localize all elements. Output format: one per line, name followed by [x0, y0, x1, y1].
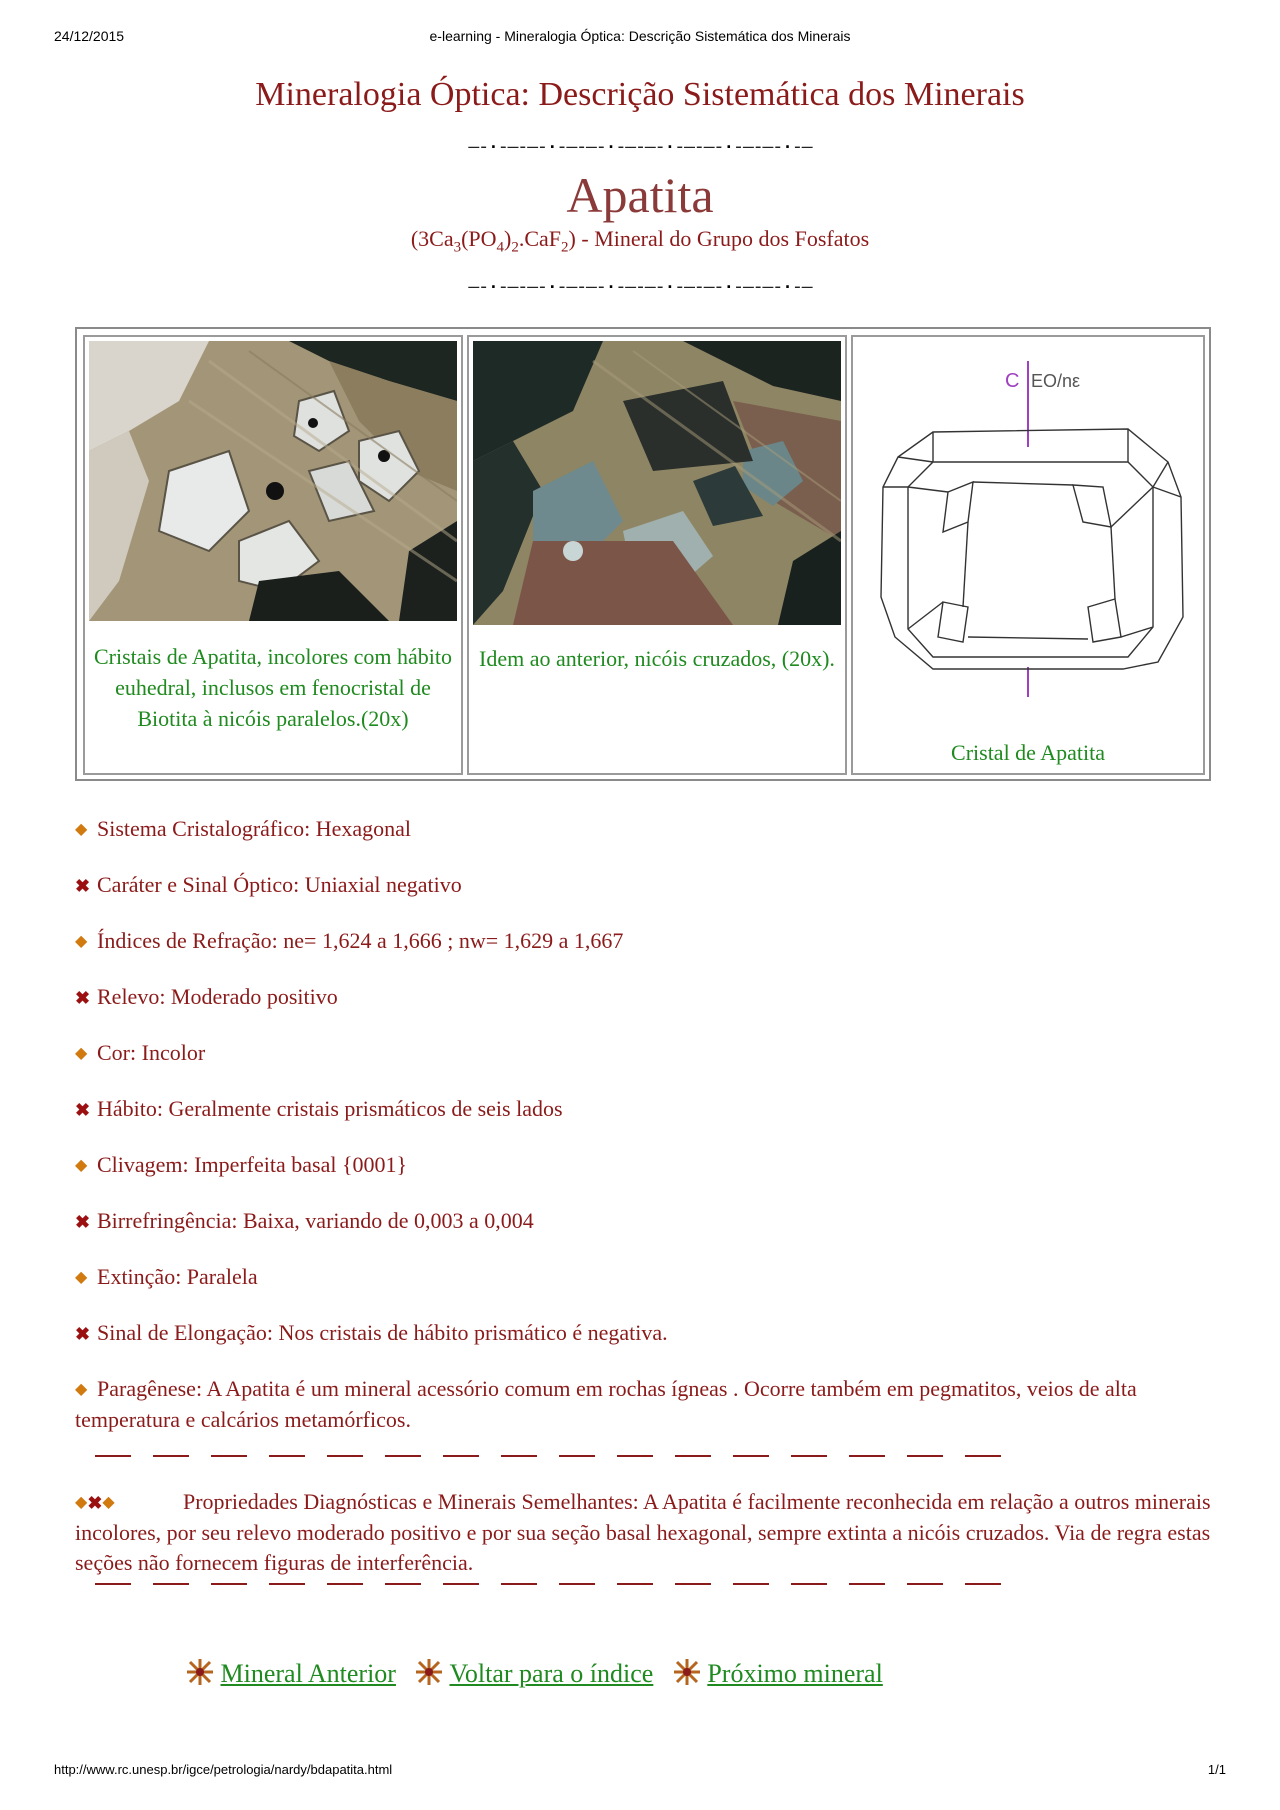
cross-bullet-icon: ✖: [87, 1493, 103, 1513]
previous-mineral-link[interactable]: Mineral Anterior: [220, 1659, 396, 1688]
diamond-bullet-icon: ◆: [75, 933, 88, 950]
cross-bullet-icon: ✖: [75, 1100, 91, 1120]
diamond-bullet-icon: ◆: [75, 1157, 88, 1174]
caption-parallel-nicols: Cristais de Apatita, incolores com hábito euhedral, inclusos em fenocristal de Biotita à nicóis paralelos.(20x): [93, 644, 453, 731]
property-item: ◆ Sistema Cristalográfico: Hexagonal: [75, 816, 412, 841]
property-item: ◆ Paragênese: A Apatita é um mineral acessório comum em rochas ígneas . Ocorre também em pegmatitos, veios de alta temperatura e calcários metamórficos.: [75, 1376, 1137, 1432]
back-to-index-link[interactable]: Voltar para o índice: [449, 1659, 654, 1688]
figure-cell-crossed-nicols: [467, 335, 847, 775]
property-item: ◆ Cor: Incolor: [75, 1040, 206, 1065]
property-item: ◆ Extinção: Paralela: [75, 1264, 258, 1289]
crystal-drawing: [853, 337, 1203, 707]
caption-crystal: Cristal de Apatita: [951, 740, 1105, 765]
diamond-bullet-icon: ◆: [75, 1269, 88, 1286]
print-date: 24/12/2015: [54, 28, 125, 44]
star-icon: [673, 1658, 701, 1686]
figure-cell-crystal-drawing: [851, 335, 1205, 775]
property-item: ◆ Índices de Refração: ne= 1,624 a 1,666 ; nw= 1,629 a 1,667: [75, 928, 624, 953]
page-title: Mineralogia Óptica: Descrição Sistemática dos Minerais: [255, 76, 1025, 113]
mineral-navigation: [186, 1658, 1106, 1689]
photomicrograph-crossed-nicols: [473, 341, 841, 625]
separator-bottom: —-·-—-—-·-—-—-·-—-—-·-—-—-·-—-—-·-—: [468, 278, 812, 298]
dashed-divider-top: [95, 1455, 1025, 1459]
cross-bullet-icon: ✖: [75, 1324, 91, 1344]
cross-bullet-icon: ✖: [75, 876, 91, 896]
property-item: ✖ Birrefringência: Baixa, variando de 0,003 a 0,004: [75, 1208, 534, 1233]
diamond-bullet-icon: ◆: [75, 1045, 88, 1062]
photomicrograph-parallel-nicols: [89, 341, 457, 621]
property-item: ✖ Relevo: Moderado positivo: [75, 984, 338, 1009]
next-mineral-link[interactable]: Próximo mineral: [707, 1659, 883, 1688]
print-footer: [54, 1762, 1226, 1782]
figure-cell-parallel-nicols: [83, 335, 463, 775]
property-item: ◆ Clivagem: Imperfeita basal {0001}: [75, 1152, 408, 1177]
property-item: ✖ Hábito: Geralmente cristais prismáticos de seis lados: [75, 1096, 563, 1121]
caption-crossed-nicols: Idem ao anterior, nicóis cruzados, (20x).: [479, 646, 835, 671]
separator-top: —-·-—-—-·-—-—-·-—-—-·-—-—-·-—-—-·-—: [468, 138, 812, 158]
print-page-title: e-learning - Mineralogia Óptica: Descrição Sistemática dos Minerais: [429, 28, 851, 44]
star-icon: [186, 1658, 214, 1686]
dashed-divider-bottom: [95, 1583, 1025, 1587]
diamond-bullet-icon: ◆: [102, 1494, 115, 1511]
mineral-name: Apatita: [566, 167, 714, 223]
property-item: ✖ Sinal de Elongação: Nos cristais de hábito prismático é negativa.: [75, 1320, 668, 1345]
cross-bullet-icon: ✖: [75, 1212, 91, 1232]
cross-bullet-icon: ✖: [75, 988, 91, 1008]
figure-table: [75, 327, 1211, 781]
print-header: [54, 28, 1226, 48]
print-url: http://www.rc.unesp.br/igce/petrologia/nardy/bdapatita.html: [54, 1762, 393, 1777]
diagnostic-properties: [75, 1487, 1215, 1578]
diamond-bullet-icon: ◆: [75, 1494, 88, 1511]
diamond-bullet-icon: ◆: [75, 1381, 88, 1398]
mineral-formula: $(3Ca_3(PO_4)_2.CaF_2)$ - Mineral do Grupo dos Fosfatos: [410, 226, 870, 256]
star-icon: [415, 1658, 443, 1686]
crystal-axis-eo-label: EO/nε: [1031, 371, 1081, 391]
property-item: ✖ Caráter e Sinal Óptico: Uniaxial negativo: [75, 872, 462, 897]
diamond-bullet-icon: ◆: [75, 821, 88, 838]
crystal-axis-c-label: C: [1005, 370, 1020, 392]
print-page-number: 1/1: [1207, 1762, 1226, 1777]
diagnostic-bullet-icons: [75, 1487, 183, 1518]
diagnostic-text: Propriedades Diagnósticas e Minerais Semelhantes: A Apatita é facilmente reconhecida em relação a outros minerais incolores, por seu relevo moderado positivo e por sua seção basal hexagonal, sempre extinta a nicóis cruzados. Via de regra estas seções não fornecem figuras de interferência.: [75, 1489, 1211, 1575]
